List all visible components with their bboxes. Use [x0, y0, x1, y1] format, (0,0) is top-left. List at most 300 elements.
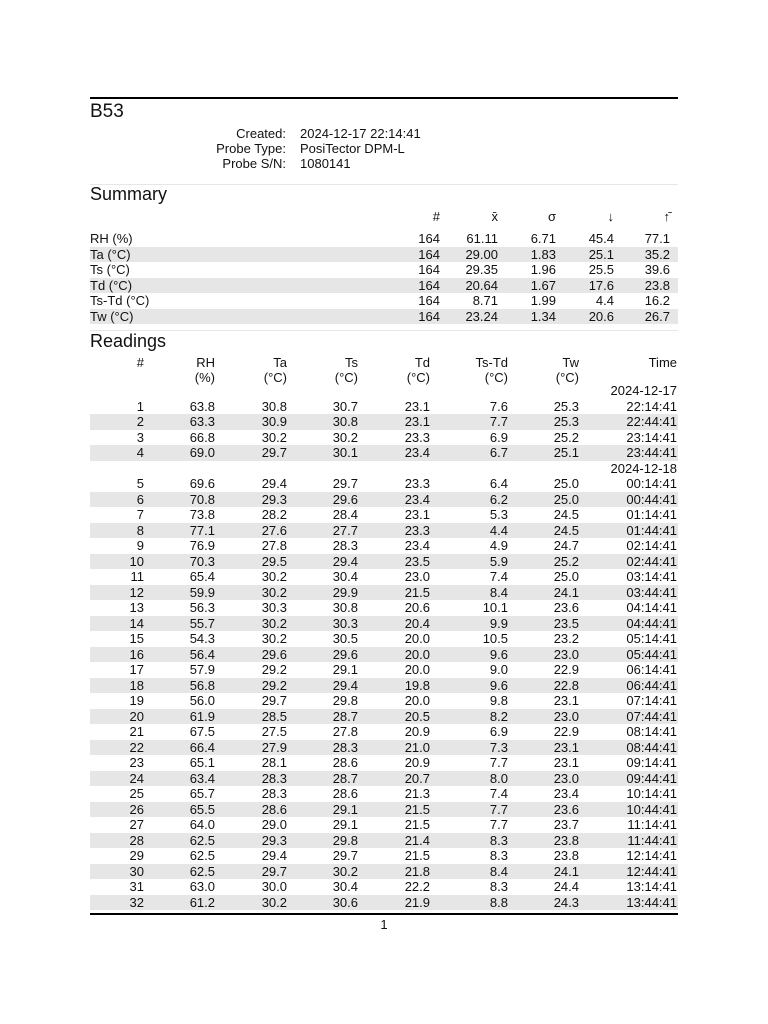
table-cell: 14	[129, 615, 144, 631]
table-cell: 08:44:41	[626, 739, 677, 755]
table-cell: 30.1	[332, 445, 358, 460]
table-cell: 5.9	[489, 553, 508, 569]
table-cell: 9.6	[489, 677, 508, 693]
table-cell: 23.7	[553, 817, 579, 832]
table-cell: 25.1	[553, 445, 579, 460]
top-rule	[90, 97, 678, 99]
table-cell: 29.4	[332, 677, 358, 693]
table-cell: 24.4	[553, 879, 579, 894]
table-cell: 23.3	[404, 476, 430, 491]
table-cell: 00:14:41	[626, 476, 677, 491]
table-cell: 20	[129, 708, 144, 724]
summary-divider	[90, 184, 678, 185]
summary-cell: 1.34	[530, 308, 556, 324]
table-cell: 07:14:41	[626, 693, 677, 708]
table-cell: 23.0	[553, 708, 579, 724]
summary-cell: 20.64	[465, 277, 498, 293]
table-cell: 56.0	[189, 693, 215, 708]
summary-cell: 8.71	[472, 293, 498, 308]
table-cell: 11:44:41	[627, 832, 677, 848]
table-cell: 3	[136, 429, 144, 445]
table-cell: 29.6	[332, 491, 358, 507]
table-cell: 23.6	[553, 801, 579, 817]
table-cell: 24.1	[553, 863, 579, 879]
table-cell: 30.5	[332, 631, 358, 646]
table-cell: 21.5	[404, 584, 430, 600]
table-cell: 26	[129, 801, 144, 817]
table-cell: 13	[129, 600, 144, 615]
summary-cell: 25.1	[588, 246, 614, 262]
table-cell: 30.4	[332, 569, 358, 584]
table-cell: 23.0	[553, 770, 579, 786]
table-row	[90, 569, 678, 585]
table-cell: 27.6	[261, 522, 287, 538]
table-cell: 29.5	[261, 553, 287, 569]
table-cell: 29.6	[261, 646, 287, 662]
table-cell: 25.3	[553, 414, 579, 429]
table-cell: 31	[129, 879, 144, 894]
table-cell: 17	[129, 662, 144, 677]
table-cell: 56.3	[189, 600, 215, 615]
date-label: 2024-12-18	[610, 460, 677, 476]
meta-value: 1080141	[300, 156, 351, 171]
table-cell: 29.1	[332, 662, 358, 677]
table-row	[90, 445, 678, 461]
table-cell: 29.7	[261, 445, 287, 460]
table-cell: 28.5	[261, 708, 287, 724]
meta-label: Created:	[236, 126, 286, 141]
table-cell: 22:14:41	[626, 398, 677, 414]
table-cell: 23.5	[404, 553, 430, 569]
table-cell: 10.1	[482, 600, 508, 615]
table-cell: 00:44:41	[626, 491, 677, 507]
table-cell: 7.3	[489, 739, 508, 755]
table-cell: 63.0	[189, 879, 215, 894]
table-cell: 32	[129, 894, 144, 910]
table-cell: 9.8	[489, 693, 508, 708]
table-cell: 24.5	[553, 522, 579, 538]
meta-label: Probe Type:	[216, 141, 286, 156]
table-cell: 9.9	[489, 615, 508, 631]
summary-cell: 29.35	[465, 262, 498, 277]
summary-cell: 164	[418, 262, 440, 277]
table-cell: 21.5	[404, 817, 430, 832]
readings-title: Readings	[90, 331, 167, 351]
table-cell: 10:14:41	[626, 786, 677, 801]
table-cell: 8.8	[489, 894, 508, 910]
table-cell: 30.2	[332, 429, 358, 445]
table-cell: 27.8	[332, 724, 358, 739]
table-cell: 12:14:41	[626, 848, 677, 863]
summary-cell: 25.5	[588, 262, 614, 277]
table-cell: 30.2	[261, 615, 287, 631]
table-cell: 30.2	[332, 863, 358, 879]
summary-title: Summary	[90, 184, 168, 204]
table-cell: 70.8	[189, 491, 215, 507]
table-cell: 29.1	[332, 817, 358, 832]
table-cell: 29.0	[261, 817, 287, 832]
table-cell: 62.5	[189, 832, 215, 848]
summary-cell: 1.67	[530, 277, 556, 293]
table-cell: 7.6	[489, 398, 508, 414]
table-cell: 23.4	[553, 786, 579, 801]
meta-value: PosiTector DPM-L	[300, 141, 405, 156]
summary-row	[90, 262, 678, 277]
table-cell: 62.5	[189, 863, 215, 879]
table-cell: 28.3	[261, 770, 287, 786]
summary-column-header: ↓	[607, 209, 614, 224]
readings-column-unit: (°C)	[263, 370, 287, 385]
summary-cell: 77.1	[644, 231, 670, 246]
table-cell: 21.9	[404, 894, 430, 910]
table-cell: 22.2	[404, 879, 430, 894]
table-cell: 29.2	[261, 662, 287, 677]
table-cell: 29.3	[261, 491, 287, 507]
table-cell: 29.2	[261, 677, 287, 693]
table-cell: 29.3	[261, 832, 287, 848]
table-row	[90, 802, 678, 818]
table-cell: 20.9	[404, 724, 430, 739]
table-cell: 01:14:41	[626, 507, 677, 522]
table-cell: 20.0	[404, 631, 430, 646]
table-cell: 28.3	[332, 538, 358, 553]
table-cell: 70.3	[189, 553, 215, 569]
table-row	[90, 538, 678, 554]
table-cell: 9.0	[489, 662, 508, 677]
table-cell: 64.0	[189, 817, 215, 832]
date-group-header	[90, 461, 678, 476]
table-row	[90, 523, 678, 539]
table-cell: 28.3	[332, 739, 358, 755]
table-cell: 7.7	[489, 801, 508, 817]
summary-cell: 26.7	[644, 308, 670, 324]
summary-cell: 164	[418, 277, 440, 293]
summary-cell: 16.2	[644, 293, 670, 308]
readings-column-header: Time	[648, 355, 677, 370]
table-cell: 08:14:41	[626, 724, 677, 739]
table-cell: 20.5	[404, 708, 430, 724]
table-cell: 66.4	[189, 739, 215, 755]
table-row	[90, 786, 678, 802]
table-cell: 28.6	[332, 755, 358, 770]
readings-divider	[90, 330, 678, 331]
summary-row	[90, 309, 678, 324]
table-row	[90, 709, 678, 725]
meta-row	[90, 126, 678, 141]
table-row	[90, 492, 678, 508]
table-cell: 22	[129, 739, 144, 755]
table-cell: 6.9	[489, 429, 508, 445]
table-cell: 6.9	[489, 724, 508, 739]
table-cell: 05:44:41	[626, 646, 677, 662]
summary-cell: 61.11	[466, 231, 498, 246]
readings-column-unit: (°C)	[406, 370, 430, 385]
table-cell: 23.6	[553, 600, 579, 615]
table-cell: 28.1	[261, 755, 287, 770]
table-cell: 23.2	[553, 631, 579, 646]
table-cell: 27.9	[261, 739, 287, 755]
table-cell: 05:14:41	[626, 631, 677, 646]
table-cell: 6.2	[489, 491, 508, 507]
table-cell: 25.0	[553, 491, 579, 507]
table-cell: 28.6	[261, 801, 287, 817]
table-cell: 7.4	[489, 786, 508, 801]
report-title: B53	[90, 101, 124, 122]
table-cell: 09:44:41	[626, 770, 677, 786]
table-cell: 29.1	[332, 801, 358, 817]
table-row	[90, 507, 678, 523]
summary-column-header: σ	[547, 209, 556, 224]
table-cell: 8.3	[489, 848, 508, 863]
table-cell: 21	[129, 724, 144, 739]
table-row	[90, 430, 678, 446]
table-row	[90, 833, 678, 849]
table-cell: 5	[136, 476, 144, 491]
table-cell: 21.0	[404, 739, 430, 755]
table-cell: 13:14:41	[626, 879, 677, 894]
meta-label: Probe S/N:	[222, 156, 286, 171]
table-row	[90, 414, 678, 430]
meta-value: 2024-12-17 22:14:41	[300, 126, 421, 141]
table-cell: 6.4	[489, 476, 508, 491]
table-cell: 61.2	[189, 894, 215, 910]
page-number: 1	[380, 917, 388, 932]
table-cell: 12:44:41	[626, 863, 677, 879]
readings-column-unit: (%)	[194, 370, 215, 385]
table-cell: 02:14:41	[626, 538, 677, 553]
summary-row	[90, 278, 678, 293]
table-cell: 7.7	[489, 414, 508, 429]
summary-column-header: x̄	[491, 209, 498, 224]
table-cell: 28.3	[261, 786, 287, 801]
table-cell: 30	[129, 863, 144, 879]
table-cell: 59.9	[189, 584, 215, 600]
table-cell: 28.6	[332, 786, 358, 801]
table-cell: 28	[129, 832, 144, 848]
summary-cell: 1.83	[530, 246, 556, 262]
summary-row-label: Ts (°C)	[90, 262, 130, 277]
readings-column-header: Td	[414, 355, 430, 370]
summary-cell: 45.4	[588, 231, 614, 246]
table-cell: 4.4	[489, 522, 508, 538]
table-cell: 20.7	[404, 770, 430, 786]
table-row	[90, 740, 678, 756]
table-cell: 6.7	[489, 445, 508, 460]
table-cell: 23.8	[553, 848, 579, 863]
summary-cell: 17.6	[588, 277, 614, 293]
table-cell: 8.3	[489, 832, 508, 848]
table-cell: 25.2	[553, 553, 579, 569]
table-row	[90, 662, 678, 678]
readings-column-header: Ta	[273, 355, 287, 370]
table-cell: 25.0	[553, 569, 579, 584]
meta-row	[90, 141, 678, 156]
readings-column-unit: (°C)	[334, 370, 358, 385]
table-cell: 55.7	[189, 615, 215, 631]
table-cell: 4.9	[489, 538, 508, 553]
table-cell: 28.7	[332, 770, 358, 786]
table-cell: 23.4	[404, 491, 430, 507]
table-row	[90, 755, 678, 771]
date-label: 2024-12-17	[610, 383, 677, 398]
summary-row-label: Tw (°C)	[90, 308, 134, 324]
table-cell: 28.7	[332, 708, 358, 724]
summary-cell: 164	[418, 308, 440, 324]
table-cell: 22.9	[553, 724, 579, 739]
table-cell: 23.3	[404, 429, 430, 445]
table-cell: 30.0	[261, 879, 287, 894]
table-cell: 29.7	[261, 863, 287, 879]
table-cell: 23.1	[553, 739, 579, 755]
table-cell: 25.0	[553, 476, 579, 491]
table-row	[90, 616, 678, 632]
table-cell: 30.2	[261, 584, 287, 600]
table-cell: 01:44:41	[626, 522, 677, 538]
table-cell: 21.4	[404, 832, 430, 848]
table-cell: 27.7	[332, 522, 358, 538]
summary-row-label: Ts-Td (°C)	[90, 293, 150, 308]
summary-cell: 39.6	[644, 262, 670, 277]
table-cell: 9.6	[489, 646, 508, 662]
table-cell: 23:44:41	[626, 445, 677, 460]
summary-cell: 1.96	[530, 262, 556, 277]
table-row	[90, 879, 678, 895]
table-cell: 22.9	[553, 662, 579, 677]
table-cell: 30.2	[261, 429, 287, 445]
table-row	[90, 693, 678, 709]
table-cell: 19.8	[404, 677, 430, 693]
table-cell: 30.2	[261, 569, 287, 584]
table-cell: 29.7	[332, 476, 358, 491]
summary-row	[90, 231, 678, 246]
table-cell: 29.8	[332, 832, 358, 848]
table-cell: 5.3	[489, 507, 508, 522]
table-cell: 7	[136, 507, 144, 522]
table-cell: 30.2	[261, 894, 287, 910]
summary-cell: 164	[418, 231, 440, 246]
table-cell: 23.3	[404, 522, 430, 538]
table-cell: 23	[129, 755, 144, 770]
summary-cell: 35.2	[644, 246, 670, 262]
table-cell: 9	[136, 538, 144, 553]
table-cell: 1	[136, 398, 144, 414]
table-cell: 29.4	[332, 553, 358, 569]
summary-row-label: Td (°C)	[90, 277, 133, 293]
table-row	[90, 771, 678, 787]
table-cell: 23.4	[404, 538, 430, 553]
table-cell: 29.7	[261, 693, 287, 708]
table-cell: 21.5	[404, 801, 430, 817]
table-cell: 66.8	[189, 429, 215, 445]
readings-column-header: Ts	[345, 355, 358, 370]
table-cell: 65.5	[189, 801, 215, 817]
table-cell: 62.5	[189, 848, 215, 863]
table-cell: 8.2	[489, 708, 508, 724]
meta-row	[90, 156, 678, 171]
table-cell: 23.0	[404, 569, 430, 584]
table-cell: 67.5	[189, 724, 215, 739]
table-cell: 25.3	[553, 398, 579, 414]
table-cell: 30.9	[261, 414, 287, 429]
table-cell: 11:14:41	[627, 817, 677, 832]
table-cell: 30.8	[261, 398, 287, 414]
table-cell: 21.5	[404, 848, 430, 863]
table-cell: 8.0	[489, 770, 508, 786]
table-cell: 09:14:41	[626, 755, 677, 770]
table-cell: 20.4	[404, 615, 430, 631]
table-cell: 27.8	[261, 538, 287, 553]
table-cell: 23:14:41	[626, 429, 677, 445]
table-cell: 30.6	[332, 894, 358, 910]
summary-row	[90, 293, 678, 308]
summary-cell: 1.99	[530, 293, 556, 308]
table-cell: 7.4	[489, 569, 508, 584]
table-cell: 21.3	[404, 786, 430, 801]
table-row	[90, 476, 678, 492]
table-cell: 76.9	[189, 538, 215, 553]
table-cell: 10	[129, 553, 144, 569]
table-cell: 20.0	[404, 662, 430, 677]
table-cell: 6	[136, 491, 144, 507]
table-cell: 29.7	[332, 848, 358, 863]
summary-cell: 23.24	[465, 308, 498, 324]
summary-row-label: Ta (°C)	[90, 246, 131, 262]
readings-column-header: RH	[196, 355, 215, 370]
summary-row	[90, 247, 678, 262]
table-row	[90, 895, 678, 911]
table-cell: 28.4	[332, 507, 358, 522]
readings-column-header: Tw	[562, 355, 579, 370]
table-cell: 61.9	[189, 708, 215, 724]
table-cell: 30.8	[332, 414, 358, 429]
table-cell: 07:44:41	[626, 708, 677, 724]
table-cell: 8.3	[489, 879, 508, 894]
summary-column-header: ↑̄	[663, 209, 670, 224]
table-cell: 04:44:41	[626, 615, 677, 631]
table-cell: 30.8	[332, 600, 358, 615]
table-cell: 06:14:41	[626, 662, 677, 677]
table-cell: 77.1	[189, 522, 215, 538]
table-cell: 10:44:41	[626, 801, 677, 817]
table-cell: 23.8	[553, 832, 579, 848]
table-row	[90, 678, 678, 694]
table-cell: 29	[129, 848, 144, 863]
table-cell: 02:44:41	[626, 553, 677, 569]
table-cell: 29.8	[332, 693, 358, 708]
table-cell: 29.6	[332, 646, 358, 662]
table-cell: 2	[136, 414, 144, 429]
table-cell: 10.5	[482, 631, 508, 646]
table-cell: 23.1	[404, 398, 430, 414]
table-row	[90, 399, 678, 415]
table-row	[90, 631, 678, 647]
date-group-header	[90, 383, 678, 398]
table-cell: 27.5	[261, 724, 287, 739]
readings-column-unit: (°C)	[555, 370, 579, 385]
table-cell: 29.9	[332, 584, 358, 600]
summary-cell: 164	[418, 246, 440, 262]
table-cell: 8.4	[489, 863, 508, 879]
table-cell: 24.3	[553, 894, 579, 910]
summary-cell: 23.8	[644, 277, 670, 293]
table-cell: 30.2	[261, 631, 287, 646]
table-cell: 25.2	[553, 429, 579, 445]
summary-cell: 20.6	[588, 308, 614, 324]
table-cell: 23.4	[404, 445, 430, 460]
table-row	[90, 817, 678, 833]
table-cell: 63.3	[189, 414, 215, 429]
table-cell: 23.5	[553, 615, 579, 631]
